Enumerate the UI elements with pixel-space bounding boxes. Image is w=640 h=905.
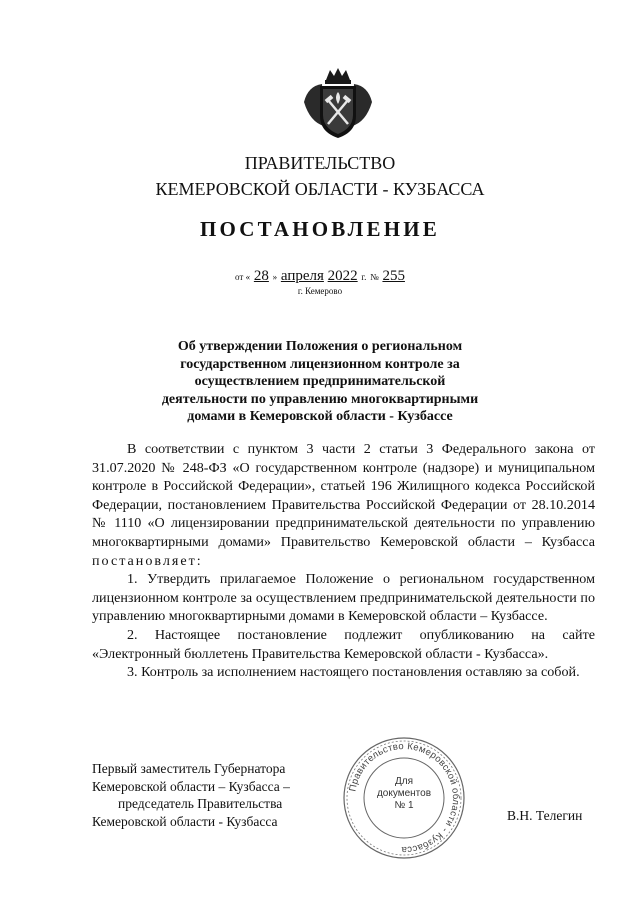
date-day: 28 <box>253 268 269 284</box>
coat-of-arms-icon <box>298 66 378 140</box>
item-3-paragraph: 3. Контроль за исполнением настоящего постановления оставляю за собой. <box>127 664 580 681</box>
signatory-line: председатель Правительства <box>118 796 283 811</box>
document-number: 255 <box>382 268 405 284</box>
item-1-paragraph: 1. Утвердить прилагаемое Положение о региональном государственном лицензионном контроле за осуществлением предпринимательской деятельности по управлению многоквартирными домами в Кемеровской области – Кузбассе. <box>92 571 595 625</box>
decrees-word: постановляет <box>92 552 197 569</box>
title-line: домами в Кемеровской области - Кузбассе <box>187 409 453 424</box>
title-line: осуществлением предпринимательской <box>194 374 446 389</box>
date-month: апреля <box>280 268 324 284</box>
title-line: деятельности по управлению многоквартирными <box>161 391 479 407</box>
signatory-position <box>92 760 290 830</box>
item-2-paragraph: 2. Настоящее постановление подлежит опубликованию на сайте «Электронный бюллетень Правительства Кемеровской области - Кузбасса». <box>92 626 595 662</box>
stamp-center-text <box>342 776 466 812</box>
signatory-line: Первый заместитель Губернатора <box>92 761 286 776</box>
document-type-heading: ПОСТАНОВЛЕНИЕ <box>199 217 441 241</box>
date-year-suffix: г. <box>361 272 367 282</box>
stamp-line: документов <box>376 788 432 799</box>
signatory-line: Кемеровской области – Кузбасса – <box>92 778 290 794</box>
signatory-line: Кемеровской области - Кузбасса <box>92 813 278 829</box>
preamble-paragraph <box>92 440 595 570</box>
city-label: г. Кемерово <box>297 286 343 296</box>
date-line <box>0 268 640 285</box>
title-line: Об утверждении Положения о региональном <box>177 339 463 354</box>
title-line: государственном лицензионном контроле за <box>180 356 460 372</box>
document-title <box>150 338 490 426</box>
date-from-label: от « <box>235 272 251 282</box>
stamp-ring-text: Правительство Кемеровской области - Кузбасса <box>347 740 462 856</box>
date-close-quote: » <box>272 272 278 282</box>
stamp-line: Для <box>394 776 414 787</box>
stamp-line: № 1 <box>394 800 414 811</box>
preamble-colon: : <box>196 552 201 569</box>
document-body <box>92 440 595 682</box>
number-label: № <box>370 272 379 282</box>
signer-name: В.Н. Телегин <box>507 808 583 823</box>
org-name-line1: ПРАВИТЕЛЬСТВО <box>244 153 396 173</box>
org-name-line2: КЕМЕРОВСКОЙ ОБЛАСТИ - КУЗБАССА <box>155 179 485 199</box>
date-year: 2022 <box>327 268 358 284</box>
preamble-text: В соответствии с пунктом 3 части 2 статьи 3 Федерального закона от 31.07.2020 № 248-ФЗ «О государственном контроле (надзоре) и муниципальном контроле в Российской Федерации», статьей 196 Жилищного кодекса Российской Федерации, постановлением Правительства Российской Федерации от 28.10.2014 № 1110 «О лицензировании предпринимательской деятельности по управлению многоквартирными домами» Правительство Кемеровской области – Кузбасса <box>92 441 595 550</box>
